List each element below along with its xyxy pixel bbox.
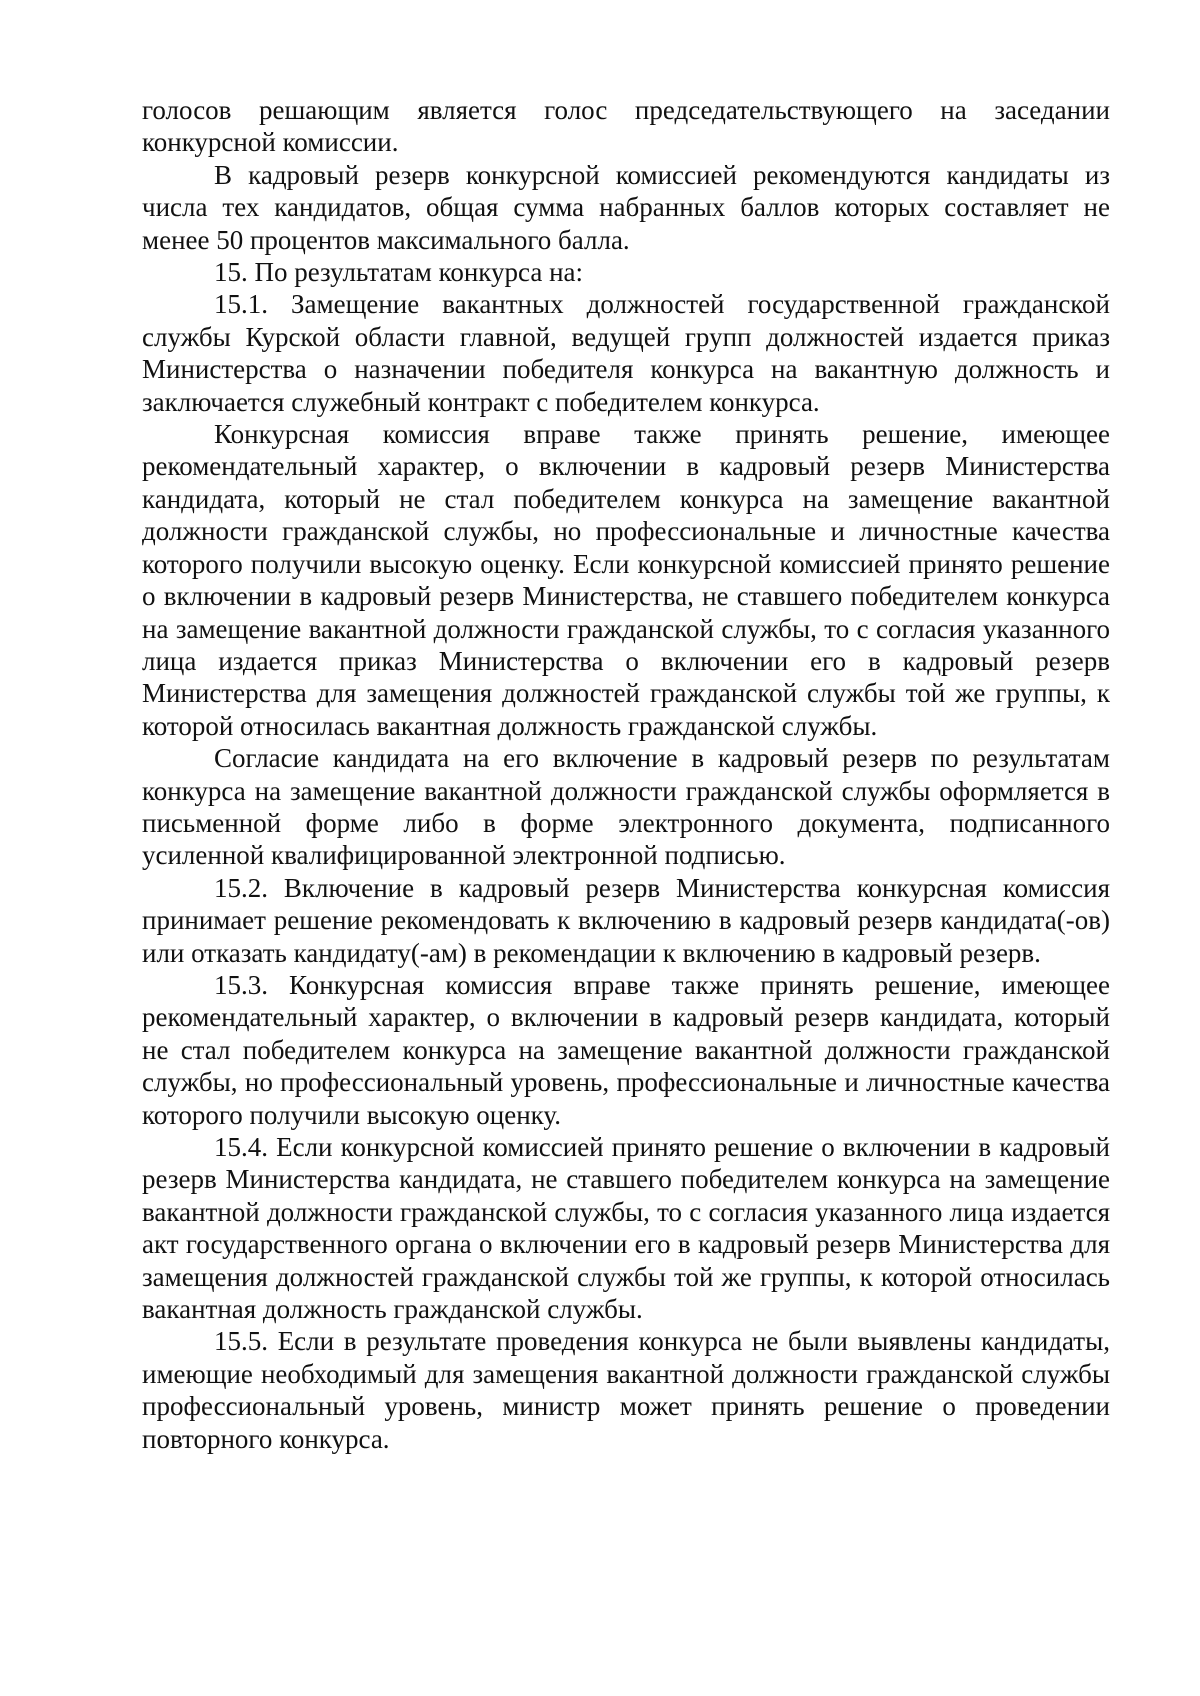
document-body xyxy=(142,94,1110,1455)
paragraph-commission-decision: Конкурсная комиссия вправе также принять решение, имеющее рекомендательный характер, о включении в кадровый резерв Министерства кандидата, который не стал победителем конкурса на замещение вакантной должности гражданской службы, но профессиональные и личностные качества которого получили высокую оценку. Если конкурсной комиссией принято решение о включении в кадровый резерв Министерства, не ставшего победителем конкурса на замещение вакантной должности гражданской службы, то с согласия указанного лица издается приказ Министерства о включении его в кадровый резерв Министерства для замещения должностей гражданской службы той же группы, к которой относилась вакантная должность гражданской службы. xyxy=(142,419,1110,741)
paragraph-item-15-1: 15.1. Замещение вакантных должностей государственной гражданской службы Курской области главной, ведущей групп должностей издается приказ Министерства о назначении победителя конкурса на вакантную должность и заключается служебный контракт с победителем конкурса. xyxy=(142,289,1110,417)
paragraph-item-15: 15. По результатам конкурса на: xyxy=(214,257,584,288)
paragraph-item-15-4: 15.4. Если конкурсной комиссией принято решение о включении в кадровый резерв Министерства кандидата, не ставшего победителем конкурса на замещение вакантной должности гражданской службы, то с согласия указанного лица издается акт государственного органа о включении его в кадровый резерв Министерства для замещения должностей гражданской службы той же группы, к которой относилась вакантная должность гражданской службы. xyxy=(142,1132,1110,1325)
paragraph-item-15-5: 15.5. Если в результате проведения конкурса не были выявлены кандидаты, имеющие необходимый для замещения вакантной должности гражданской службы профессиональный уровень, министр может принять решение о проведении повторного конкурса. xyxy=(142,1326,1110,1454)
paragraph-item-15-3: 15.3. Конкурсная комиссия вправе также принять решение, имеющее рекомендательный характер, о включении в кадровый резерв кандидата, который не стал победителем конкурса на замещение вакантной должности гражданской службы, но профессиональный уровень, профессиональные и личностные качества которого получили высокую оценку. xyxy=(142,969,1110,1130)
paragraph-continuation: голосов решающим является голос председательствующего на заседании конкурсной комиссии. xyxy=(142,95,1110,158)
paragraph-reserve-recommendation: В кадровый резерв конкурсной комиссией рекомендуются кандидаты из числа тех кандидатов, общая сумма набранных баллов которых составляет не менее 50 процентов максимального балла. xyxy=(142,159,1110,255)
paragraph-candidate-consent: Согласие кандидата на его включение в кадровый резерв по результатам конкурса на замещение вакантной должности гражданской службы оформляется в письменной форме либо в форме электронного документа, подписанного усиленной квалифицированной электронной подписью. xyxy=(142,743,1110,871)
paragraph-item-15-2: 15.2. Включение в кадровый резерв Министерства конкурсная комиссия принимает решение рекомендовать к включению в кадровый резерв кандидата(-ов) или отказать кандидату(-ам) в рекомендации к включению в кадровый резерв. xyxy=(142,872,1110,968)
